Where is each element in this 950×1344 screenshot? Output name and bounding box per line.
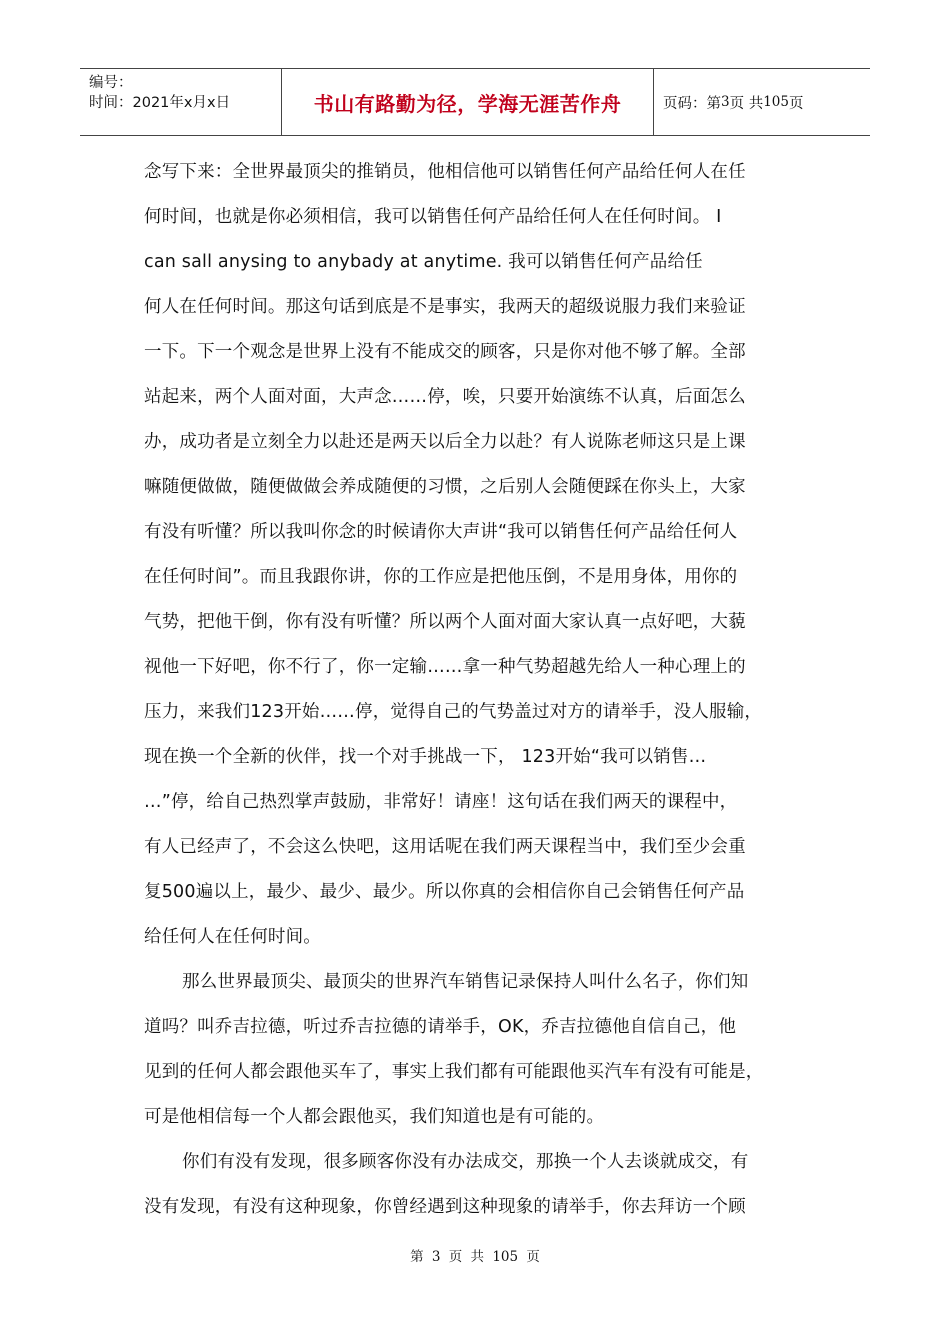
body-line: 何时间，也就是你必须相信，我可以销售任何产品给任何人在任何时间。 I xyxy=(144,207,722,227)
header-meta xyxy=(80,69,281,135)
body-line: 一下。下一个观念是世界上没有不能成交的顾客，只是你对他不够了解。全部 xyxy=(144,342,746,362)
body-line: 念写下来：全世界最顶尖的推销员，他相信他可以销售任何产品给任何人在任 xyxy=(144,162,746,182)
page-middle: 页 共 xyxy=(729,95,764,112)
document-number: 编号： xyxy=(89,75,133,91)
body-line: 道吗？叫乔吉拉德，听过乔吉拉德的请举手，OK，乔吉拉德他自信自己，他 xyxy=(144,1017,737,1037)
document-body xyxy=(144,150,820,1230)
header-motto: 书山有路勤为径，学海无涯苦作舟 xyxy=(281,69,654,135)
body-line: 在任何时间”。而且我跟你讲，你的工作应是把他压倒，不是用身体，用你的 xyxy=(144,567,738,587)
body-line: can sall anysing to anybady at anytime. 我可以销售任何产品给任 xyxy=(144,252,703,272)
body-line: 何人在任何时间。那这句话到底是不是事实，我两天的超级说服力我们来验证 xyxy=(144,297,746,317)
page-current: 3 xyxy=(721,94,730,110)
paragraph-start-line: 那么世界最顶尖、最顶尖的世界汽车销售记录保持人叫什么名子，你们知 xyxy=(182,972,749,992)
body-line: …”停，给自己热烈掌声鼓励，非常好！请座！这句话在我们两天的课程中， xyxy=(144,792,738,812)
body-line: 视他一下好吧，你不行了，你一定输……拿一种气势超越先给人一种心理上的 xyxy=(144,657,746,677)
body-line: 有人已经声了，不会这么快吧，这用话呢在我们两天课程当中，我们至少会重 xyxy=(144,837,746,857)
body-line: 没有发现，有没有这种现象，你曾经遇到这种现象的请举手，你去拜访一个顾 xyxy=(144,1197,746,1217)
body-line: 见到的任何人都会跟他买车了，事实上我们都有可能跟他买汽车有没有可能是， xyxy=(144,1062,764,1082)
body-line: 压力，来我们123开始……停，觉得自己的气势盖过对方的请举手，没人服输， xyxy=(144,702,763,722)
page-suffix: 页 xyxy=(788,95,804,112)
header-page-number xyxy=(654,69,870,135)
body-line: 复500遍以上，最少、最少、最少。所以你真的会相信你自己会销售任何产品 xyxy=(144,882,745,902)
body-line: 办，成功者是立刻全力以赴还是两天以后全力以赴？有人说陈老师这只是上课 xyxy=(144,432,746,452)
body-line: 气势，把他干倒，你有没有听懂？所以两个人面对面大家认真一点好吧，大藐 xyxy=(144,612,746,632)
page-prefix: 页码：第 xyxy=(663,95,721,112)
body-line: 可是他相信每一个人都会跟他买，我们知道也是有可能的。 xyxy=(144,1107,605,1127)
paragraph-start-line: 你们有没有发现，很多顾客你没有办法成交，那换一个人去谈就成交，有 xyxy=(182,1152,749,1172)
page-total: 105 xyxy=(763,94,789,110)
body-line: 站起来，两个人面对面，大声念……停，唉，只要开始演练不认真，后面怎么 xyxy=(144,387,746,407)
body-line: 给任何人在任何时间。 xyxy=(144,927,321,947)
body-line: 嘛随便做做，随便做做会养成随便的习惯，之后别人会随便踩在你头上，大家 xyxy=(144,477,746,497)
page-header xyxy=(80,68,870,136)
page-footer: 第 3 页 共 105 页 xyxy=(410,1249,540,1265)
body-line: 现在换一个全新的伙伴，找一个对手挑战一下， 123开始“我可以销售… xyxy=(144,747,707,767)
document-date: 时间：2021年x月x日 xyxy=(89,95,231,111)
body-line: 有没有听懂？所以我叫你念的时候请你大声讲“我可以销售任何产品给任何人 xyxy=(144,522,738,542)
